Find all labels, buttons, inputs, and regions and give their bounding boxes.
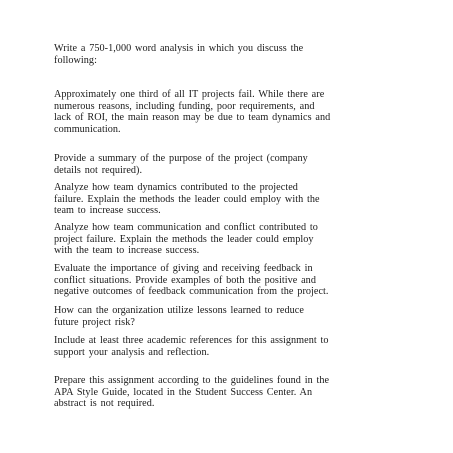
team-dynamics-task: Analyze how team dynamics contributed to the projected failure. Explain the methods the leader could employ with the team to increase success.	[54, 182, 320, 217]
feedback-task: Evaluate the importance of giving and receiving feedback in conflict situations. Provide examples of both the positive and negative outcomes of feedback communication from the project.	[54, 263, 329, 298]
formatting-requirement: Prepare this assignment according to the guidelines found in the APA Style Guide, located in the Student Success Center. An abstract is not required.	[54, 375, 330, 410]
references-requirement: Include at least three academic references for this assignment to support your analysis and reflection.	[54, 335, 329, 358]
context-paragraph: Approximately one third of all IT projects fail. While there are numerous reasons, including funding, poor requirements, and lack of ROI, the main reason may be due to team dynamics and communication.	[54, 89, 331, 135]
lessons-learned-task: How can the organization utilize lessons learned to reduce future project risk?	[54, 305, 304, 328]
communication-conflict-task: Analyze how team communication and conflict contributed to project failure. Explain the methods the leader could employ with the team to increase success.	[54, 222, 318, 257]
assignment-intro: Write a 750-1,000 word analysis in which you discuss the following:	[54, 43, 304, 66]
summary-task: Provide a summary of the purpose of the project (company details not required).	[54, 153, 308, 176]
